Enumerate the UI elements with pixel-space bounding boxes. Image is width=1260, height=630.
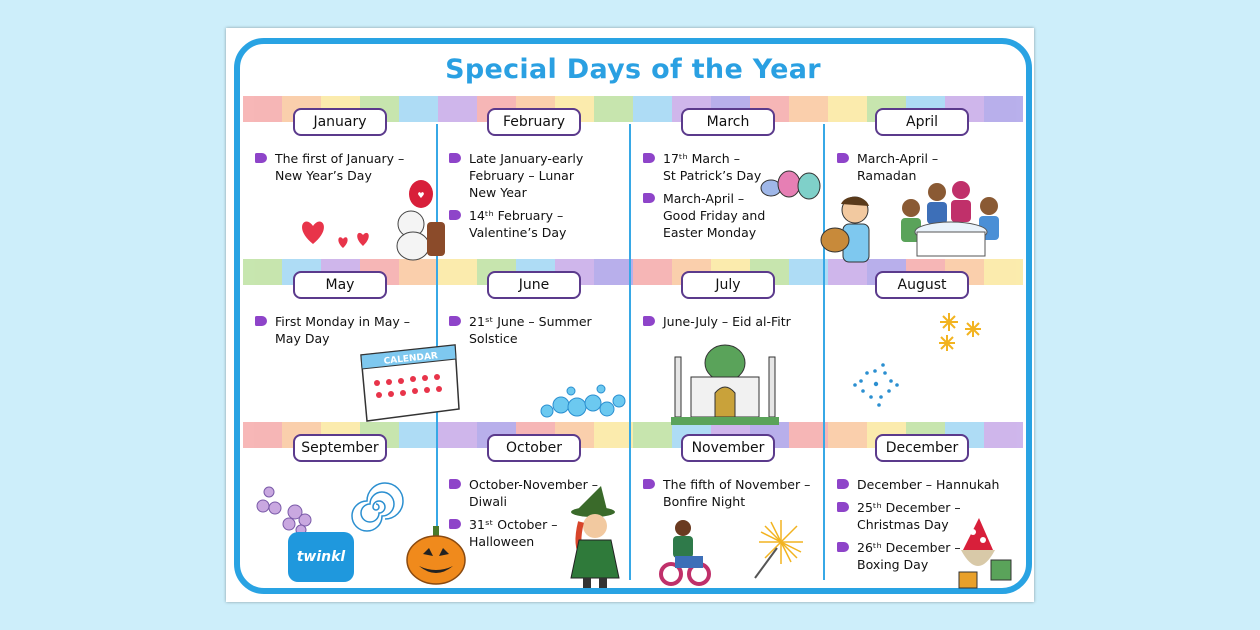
month-label-september: September (293, 434, 387, 462)
bullet-icon (449, 153, 461, 163)
month-label-december: December (875, 434, 969, 462)
bullet-icon (449, 479, 461, 489)
bubbles-icon (537, 383, 627, 423)
event-item: 25ᵗʰ December – Christmas Day (837, 499, 1011, 533)
bullet-icon (449, 519, 461, 529)
event-item: March-April – Ramadan (837, 150, 1011, 184)
event-item: 21ˢᵗ June – Summer Solstice (449, 313, 623, 347)
sparkler-icon (655, 518, 825, 594)
month-label-april: April (875, 108, 969, 136)
month-label-february: February (487, 108, 581, 136)
month-cell-october (437, 434, 631, 594)
month-label-march: March (681, 108, 775, 136)
event-item: The fifth of November – Bonfire Night (643, 476, 817, 510)
events-november (643, 476, 817, 516)
month-label-june: June (487, 271, 581, 299)
event-item: 17ᵗʰ March – St Patrick’s Day (643, 150, 817, 184)
event-item: The first of January – New Year’s Day (255, 150, 429, 184)
bullet-icon (643, 479, 655, 489)
month-cell-november (631, 434, 825, 594)
bullet-icon (643, 153, 655, 163)
christmas-gnome-icon (953, 516, 1015, 590)
month-cell-august (825, 271, 1019, 431)
events-june (449, 313, 623, 353)
month-label-october: October (487, 434, 581, 462)
month-label-november: November (681, 434, 775, 462)
bullet-icon (837, 479, 849, 489)
poster-frame (234, 38, 1032, 594)
months-grid (243, 96, 1023, 584)
bullet-icon (643, 316, 655, 326)
twinkl-logo: twinkl (288, 532, 354, 582)
event-item: First Monday in May – May Day (255, 313, 429, 347)
event-item: 14ᵗʰ February – Valentine’s Day (449, 207, 623, 241)
easter-eggs-icon (759, 166, 823, 206)
mosque-icon (667, 337, 783, 427)
month-cell-march (631, 108, 825, 268)
event-item: 31ˢᵗ October – Halloween (449, 516, 623, 550)
events-july (643, 313, 817, 336)
poster-sheet (226, 28, 1034, 602)
month-cell-january (243, 108, 437, 268)
event-item: 26ᵗʰ December – Boxing Day (837, 539, 1011, 573)
spiral-icon (353, 484, 399, 530)
events-february (449, 150, 623, 247)
bullet-icon (255, 153, 267, 163)
fireworks-icon (849, 311, 999, 421)
svg-text:♥: ♥ (417, 191, 425, 200)
month-cell-may (243, 271, 437, 431)
event-item: December – Hannukah (837, 476, 1011, 493)
witch-girl-icon (565, 486, 625, 590)
month-label-may: May (293, 271, 387, 299)
event-item: March-April – Good Friday and Easter Monday (643, 190, 817, 241)
month-cell-february (437, 108, 631, 268)
bullet-icon (643, 193, 655, 203)
event-item: June-July – Eid al-Fitr (643, 313, 817, 330)
month-label-january: January (293, 108, 387, 136)
bullet-icon (837, 502, 849, 512)
bullet-icon (255, 316, 267, 326)
event-item: Late January-early February – Lunar New Year (449, 150, 623, 201)
poster-title: Special Days of the Year (445, 54, 821, 85)
bullet-icon (449, 210, 461, 220)
event-item: October-November – Diwali (449, 476, 623, 510)
month-label-july: July (681, 271, 775, 299)
bullet-icon (837, 542, 849, 552)
family-dinner-icon (889, 178, 1009, 264)
month-label-august: August (875, 271, 969, 299)
month-cell-december (825, 434, 1019, 594)
month-cell-june (437, 271, 631, 431)
bullet-icon (449, 316, 461, 326)
flowers-icon (255, 484, 315, 534)
calendar-label: CALENDAR (383, 351, 439, 367)
bullet-icon (837, 153, 849, 163)
hearts-icon (299, 216, 379, 256)
month-cell-april (825, 108, 1019, 268)
month-cell-july (631, 271, 825, 431)
